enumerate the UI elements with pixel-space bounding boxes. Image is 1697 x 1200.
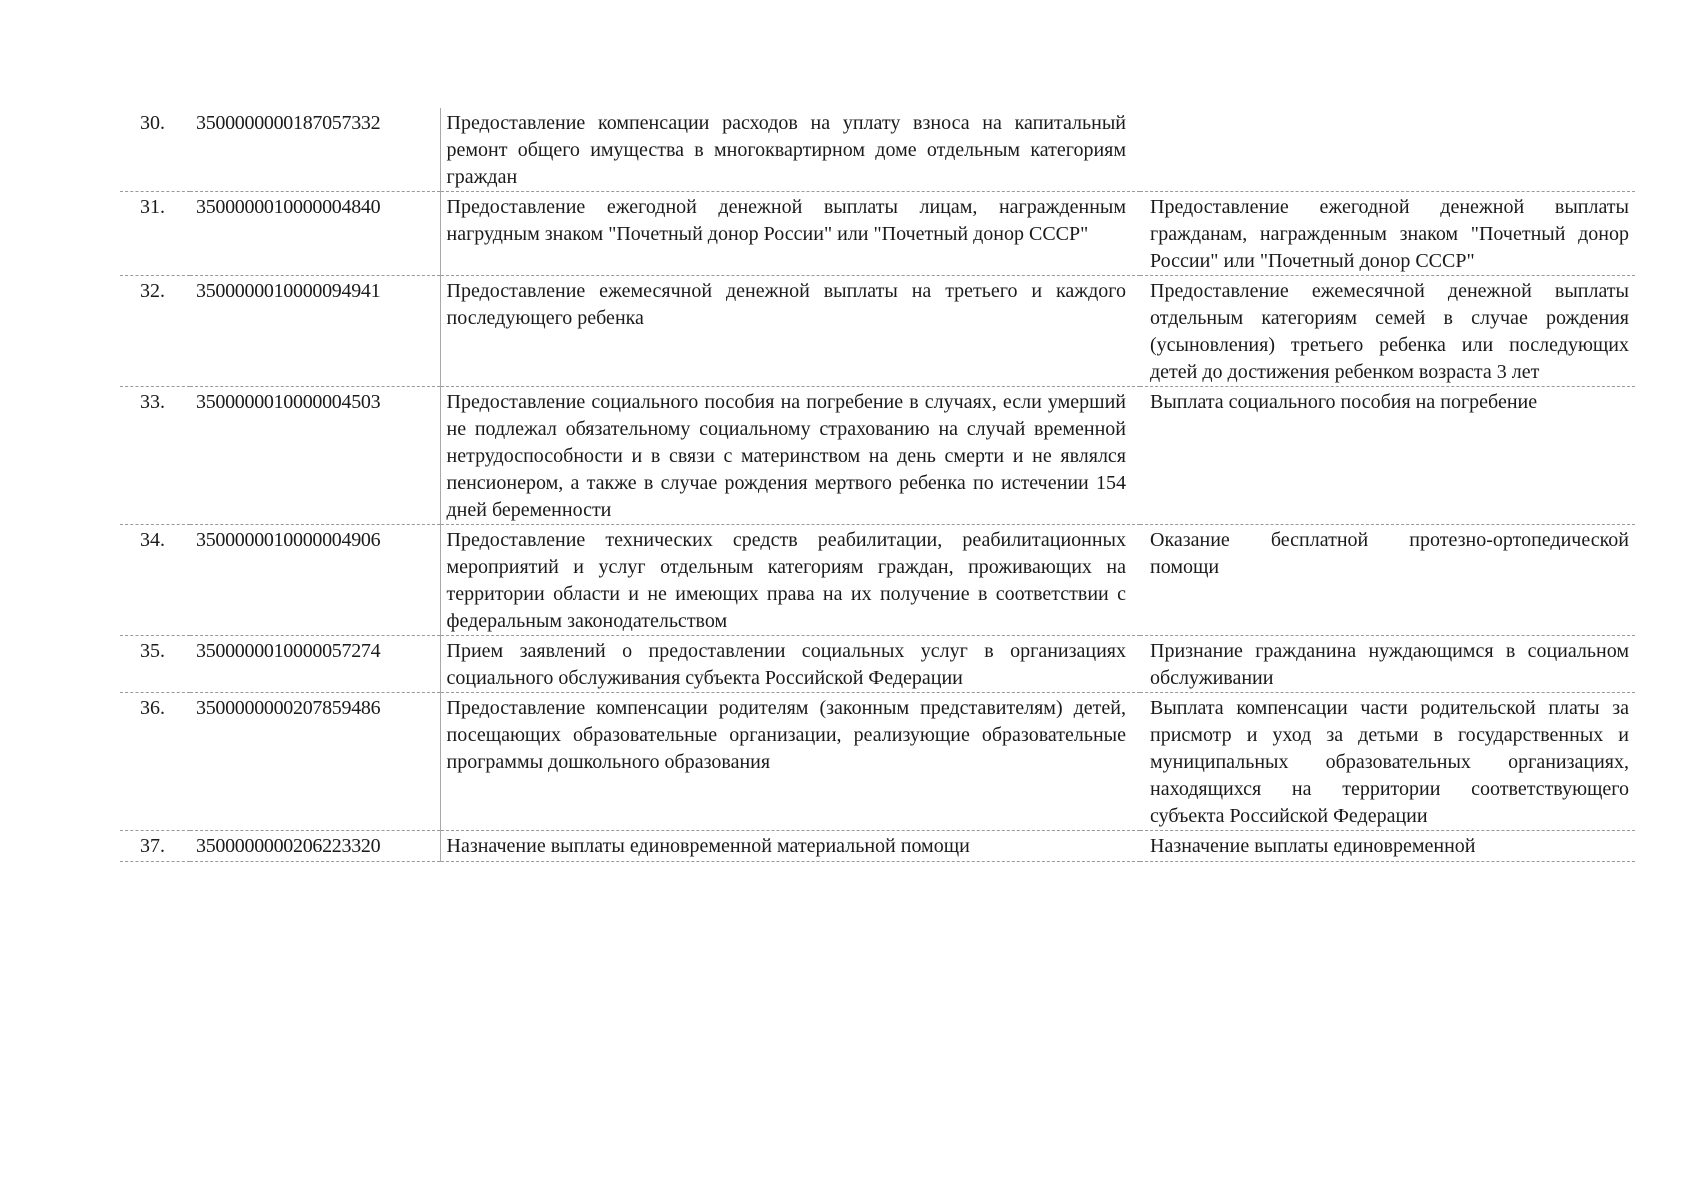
service-code: 3500000010000004840	[190, 192, 440, 276]
service-alt-name: Назначение выплаты единовременной	[1140, 831, 1635, 862]
table-row	[120, 387, 1635, 525]
service-alt-name: Признание гражданина нуждающимся в социальном обслуживании	[1140, 636, 1635, 693]
service-name: Назначение выплаты единовременной материальной помощи	[440, 831, 1140, 862]
service-name: Предоставление ежемесячной денежной выплаты на третьего и каждого последующего ребенка	[440, 276, 1140, 387]
row-number: 31.	[120, 192, 190, 276]
row-number: 34.	[120, 525, 190, 636]
service-code: 3500000000206223320	[190, 831, 440, 862]
table-row	[120, 192, 1635, 276]
row-number: 35.	[120, 636, 190, 693]
service-alt-name: Предоставление ежегодной денежной выплаты гражданам, награжденным знаком "Почетный донор России" или "Почетный донор СССР"	[1140, 192, 1635, 276]
row-number: 30.	[140, 112, 165, 134]
service-code: 3500000000187057332	[190, 108, 440, 192]
service-alt-name: Предоставление ежемесячной денежной выплаты отдельным категориям семей в случае рождения (усыновления) третьего ребенка или последующих детей до достижения ребенком возраста 3 лет	[1140, 276, 1635, 387]
service-name: Предоставление ежегодной денежной выплаты лицам, награжденным нагрудным знаком "Почетный донор России" или "Почетный донор СССР"	[440, 192, 1140, 276]
service-name: Прием заявлений о предоставлении социальных услуг в организациях социального обслуживания субъекта Российской Федерации	[440, 636, 1140, 693]
row-number: 32.	[120, 276, 190, 387]
service-alt-name: Выплата социального пособия на погребение	[1140, 387, 1635, 525]
service-code: 3500000010000004503	[190, 387, 440, 525]
service-name: Предоставление компенсации родителям (законным представителям) детей, посещающих образовательные организации, реализующие образовательные программы дошкольного образования	[440, 693, 1140, 831]
table-row	[120, 276, 1635, 387]
row-number: 37.	[120, 831, 190, 862]
service-code: 3500000010000057274	[190, 636, 440, 693]
service-code: 3500000000207859486	[190, 693, 440, 831]
services-table	[120, 108, 1635, 862]
service-code: 3500000010000094941	[190, 276, 440, 387]
service-alt-name	[1140, 108, 1635, 192]
table-row	[120, 108, 1635, 192]
service-alt-name: Оказание бесплатной протезно-ортопедической помощи	[1140, 525, 1635, 636]
service-alt-name: Выплата компенсации части родительской платы за присмотр и уход за детьми в государственных и муниципальных образовательных организациях, находящихся на территории соответствующего субъекта Российской Федерации	[1140, 693, 1635, 831]
table-row	[120, 831, 1635, 862]
service-code: 3500000010000004906	[190, 525, 440, 636]
service-name: Предоставление социального пособия на погребение в случаях, если умерший не подлежал обязательному социальному страхованию на случай временной нетрудоспособности и в связи с материнством на день смерти и не являлся пенсионером, а также в случае рождения мертвого ребенка по истечении 154 дней беременности	[440, 387, 1140, 525]
table-row	[120, 636, 1635, 693]
service-name: Предоставление технических средств реабилитации, реабилитационных мероприятий и услуг отдельным категориям граждан, проживающих на территории области и не имеющих права на их получение в соответствии с федеральным законодательством	[440, 525, 1140, 636]
row-number: 36.	[120, 693, 190, 831]
service-name: Предоставление компенсации расходов на уплату взноса на капитальный ремонт общего имущества в многоквартирном доме отдельным категориям граждан	[446, 112, 1126, 188]
table-row	[120, 525, 1635, 636]
row-number: 33.	[120, 387, 190, 525]
table-row	[120, 693, 1635, 831]
